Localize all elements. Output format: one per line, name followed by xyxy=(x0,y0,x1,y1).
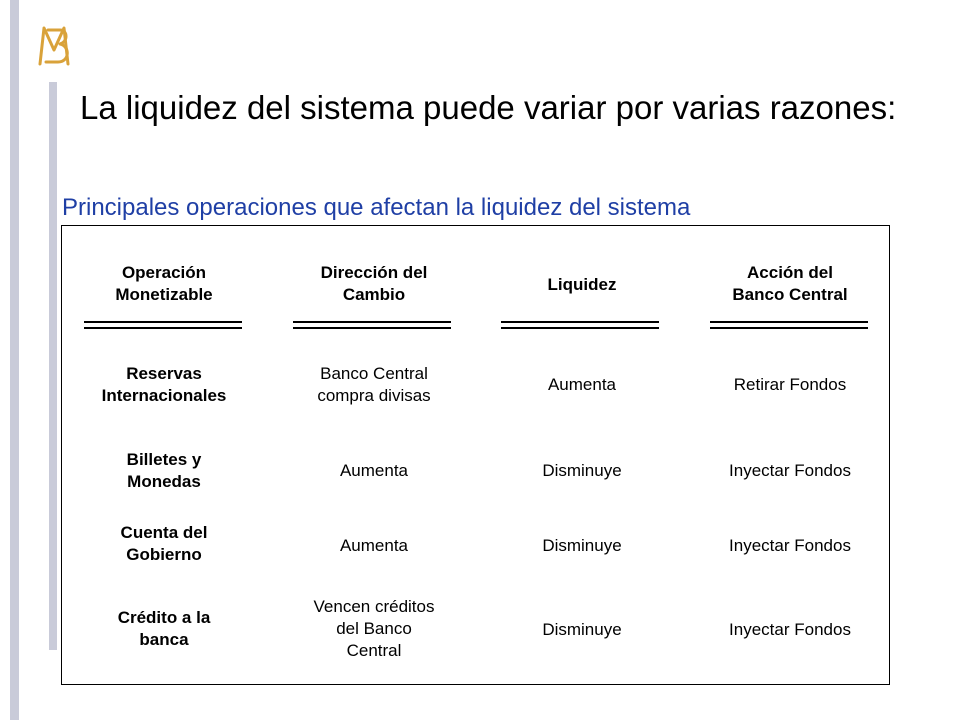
row-4-action: Inyectar Fondos xyxy=(729,620,851,639)
row-2-operation-line1: Billetes y xyxy=(126,450,202,469)
row-2-liquidity: Disminuye xyxy=(542,461,622,480)
row-1-liquidity: Aumenta xyxy=(547,375,617,394)
header-action-line2: Banco Central xyxy=(732,285,848,304)
row-2-operation xyxy=(76,449,252,493)
header-direction-line1: Dirección del xyxy=(320,263,428,282)
header-liquidity-line1: Liquidez xyxy=(547,275,617,294)
header-operation-line2: Monetizable xyxy=(115,285,213,304)
header-liquidity xyxy=(494,274,670,296)
row-1-action: Retirar Fondos xyxy=(733,375,847,394)
row-2-action: Inyectar Fondos xyxy=(729,461,851,480)
row-1-direction xyxy=(286,363,462,407)
row-4-direction xyxy=(286,596,462,662)
row-1-operation-line2: Internacionales xyxy=(101,386,227,405)
header-rule-3 xyxy=(501,321,659,329)
operations-table xyxy=(61,225,890,685)
row-4-operation-line2: banca xyxy=(139,630,189,649)
row-3-liquidity: Disminuye xyxy=(542,536,622,555)
row-2-direction: Aumenta xyxy=(339,461,409,480)
row-3-operation-line1: Cuenta del xyxy=(120,523,208,542)
row-3-operation-line2: Gobierno xyxy=(126,545,202,564)
left-decorative-rail xyxy=(10,0,19,720)
row-4-direction-line3: Central xyxy=(346,641,402,660)
row-4-operation xyxy=(76,607,252,651)
row-1-operation xyxy=(76,363,252,407)
row-3-action: Inyectar Fondos xyxy=(729,536,851,555)
row-1-direction-line2: compra divisas xyxy=(317,386,431,405)
header-rule-2 xyxy=(293,321,451,329)
row-1-operation-line1: Reservas xyxy=(126,364,202,383)
header-direction xyxy=(286,262,462,306)
header-rule-4 xyxy=(710,321,868,329)
row-2-operation-line2: Monedas xyxy=(127,472,201,491)
mb-monogram-logo xyxy=(34,20,74,70)
row-4-liquidity: Disminuye xyxy=(542,620,622,639)
header-rule-1 xyxy=(84,321,242,329)
header-operation xyxy=(76,262,252,306)
content-accent-bar xyxy=(49,82,57,650)
row-1-direction-line1: Banco Central xyxy=(320,364,428,383)
row-4-operation-line1: Crédito a la xyxy=(117,608,211,627)
row-3-direction: Aumenta xyxy=(339,536,409,555)
header-operation-line1: Operación xyxy=(121,263,207,282)
row-3-operation xyxy=(76,522,252,566)
row-4-direction-line1: Vencen créditos xyxy=(313,597,435,616)
header-direction-line2: Cambio xyxy=(342,285,406,304)
row-4-direction-line2: del Banco xyxy=(336,619,412,638)
table-caption: Principales operaciones que afectan la liquidez del sistema xyxy=(62,194,691,221)
slide-heading: La liquidez del sistema puede variar por varias razones: xyxy=(80,89,897,126)
header-action xyxy=(702,262,878,306)
header-action-line1: Acción del xyxy=(747,263,833,282)
